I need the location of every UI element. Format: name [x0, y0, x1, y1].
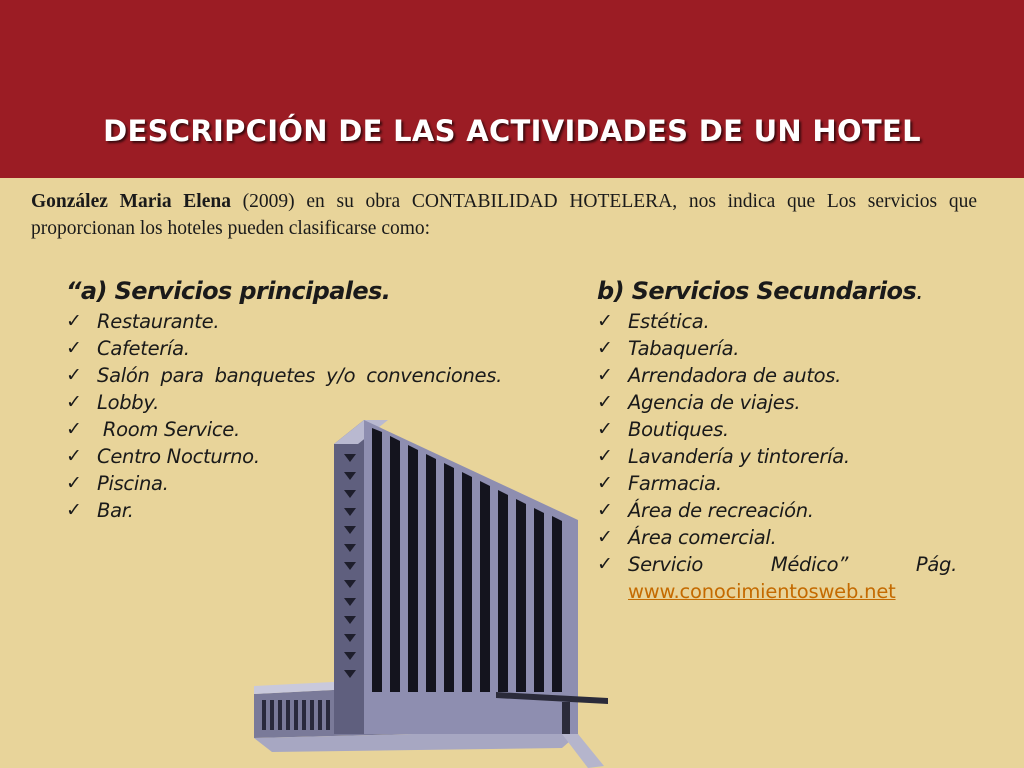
check-icon: ✓ [66, 310, 82, 332]
check-icon: ✓ [66, 391, 82, 413]
check-icon: ✓ [597, 310, 613, 332]
intro-text: (2009) en su obra CONTABILIDAD HOTELERA, nos indica que Los servicios que proporcionan los hoteles pueden clasificarse como: [31, 191, 977, 239]
list-item: ✓ Room Service. [66, 418, 240, 441]
check-icon: ✓ [597, 526, 613, 548]
secondary-services-list [597, 308, 957, 605]
check-icon: ✓ [597, 499, 613, 521]
check-icon: ✓ [597, 553, 613, 575]
list-item: ✓ Boutiques. [597, 418, 729, 441]
check-icon: ✓ [597, 364, 613, 386]
check-icon: ✓ [66, 445, 82, 467]
list-item: ✓ Lavandería y tintorería. [597, 445, 850, 468]
intro-paragraph [31, 188, 977, 242]
slide-title: DESCRIPCIÓN DE LAS ACTIVIDADES DE UN HOTEL [103, 114, 921, 148]
list-item: ✓ Agencia de viajes. [597, 391, 801, 414]
title-banner [0, 0, 1024, 178]
check-icon: ✓ [66, 337, 82, 359]
list-item: ✓ Piscina. [66, 472, 169, 495]
intro-author: González Maria Elena [31, 191, 231, 212]
list-item: ✓ Estética. [597, 310, 710, 333]
list-item: ✓ Servicio Médico” Pág. www.conocimientosweb.net [597, 553, 957, 603]
list-item: ✓ Centro Nocturno. [66, 445, 260, 468]
list-item: ✓ Área de recreación. [597, 499, 814, 522]
primary-services-heading: “a) Servicios principales. [66, 277, 391, 305]
check-icon: ✓ [597, 472, 613, 494]
secondary-services-column [597, 276, 957, 605]
check-icon: ✓ [597, 337, 613, 359]
check-icon: ✓ [597, 445, 613, 467]
list-item: ✓ Área comercial. [597, 526, 777, 549]
check-icon: ✓ [597, 391, 613, 413]
list-item: ✓ Tabaquería. [597, 337, 740, 360]
check-icon: ✓ [597, 418, 613, 440]
list-item: ✓ Salón para banquetes y/o convenciones. [66, 364, 502, 387]
check-icon: ✓ [66, 418, 82, 440]
list-item: ✓ Restaurante. [66, 310, 220, 333]
secondary-services-heading: b) Servicios Secundarios. [597, 277, 924, 305]
list-item: ✓ Lobby. [66, 391, 159, 414]
check-icon: ✓ [66, 364, 82, 386]
source-link[interactable]: www.conocimientosweb.net [628, 580, 896, 603]
list-item: ✓ Arrendadora de autos. [597, 364, 842, 387]
hotel-building-illustration [252, 416, 612, 768]
check-icon: ✓ [66, 499, 82, 521]
list-item: ✓ Bar. [66, 499, 134, 522]
check-icon: ✓ [66, 472, 82, 494]
list-item: ✓ Cafetería. [66, 337, 190, 360]
list-item: ✓ Farmacia. [597, 472, 722, 495]
